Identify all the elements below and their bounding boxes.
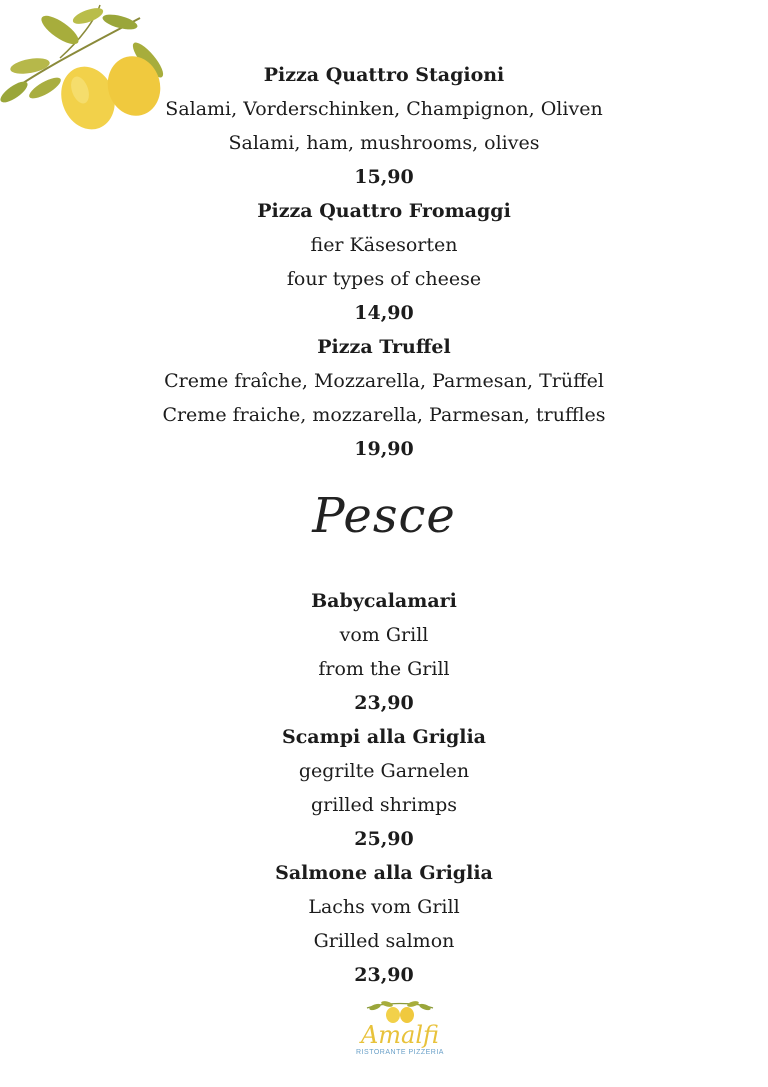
item-desc-en: four types of cheese xyxy=(286,268,482,290)
item-desc-en: Grilled salmon xyxy=(313,930,455,952)
item-desc-de: fier Käsesorten xyxy=(310,234,458,256)
item-desc-de: Creme fraîche, Mozzarella, Parmesan, Trüffel xyxy=(164,370,604,392)
menu-item xyxy=(0,330,768,466)
menu-item xyxy=(0,58,768,194)
item-name: Scampi alla Griglia xyxy=(282,726,486,748)
item-desc-de: vom Grill xyxy=(339,624,429,646)
item-name: Pizza Quattro Stagioni xyxy=(263,64,505,86)
menu-item xyxy=(0,856,768,992)
item-desc-de: gegrilte Garnelen xyxy=(298,760,470,782)
item-desc-de: Salami, Vorderschinken, Champignon, Oliven xyxy=(165,98,603,120)
item-desc-en: grilled shrimps xyxy=(311,794,457,816)
section-title: Pesce xyxy=(312,488,456,544)
item-name: Pizza Truffel xyxy=(317,336,451,358)
item-desc-en: from the Grill xyxy=(318,658,450,680)
item-name: Pizza Quattro Fromaggi xyxy=(257,200,511,222)
item-price: 25,90 xyxy=(354,828,414,850)
restaurant-logo xyxy=(340,1000,460,1080)
logo-name: Amalfi xyxy=(360,1021,440,1049)
item-price: 23,90 xyxy=(354,692,414,714)
menu-item xyxy=(0,584,768,720)
item-name: Salmone alla Griglia xyxy=(275,862,493,884)
item-desc-en: Creme fraiche, mozzarella, Parmesan, truffles xyxy=(162,404,606,426)
item-price: 19,90 xyxy=(354,438,414,460)
menu-list xyxy=(0,58,768,992)
logo-subtitle: RISTORANTE PIZZERIA xyxy=(356,1049,444,1056)
item-price: 14,90 xyxy=(354,302,414,324)
menu-item xyxy=(0,194,768,330)
item-desc-en: Salami, ham, mushrooms, olives xyxy=(228,132,540,154)
menu-item xyxy=(0,720,768,856)
item-price: 15,90 xyxy=(354,166,414,188)
item-price: 23,90 xyxy=(354,964,414,986)
item-desc-de: Lachs vom Grill xyxy=(308,896,460,918)
item-name: Babycalamari xyxy=(311,590,457,612)
